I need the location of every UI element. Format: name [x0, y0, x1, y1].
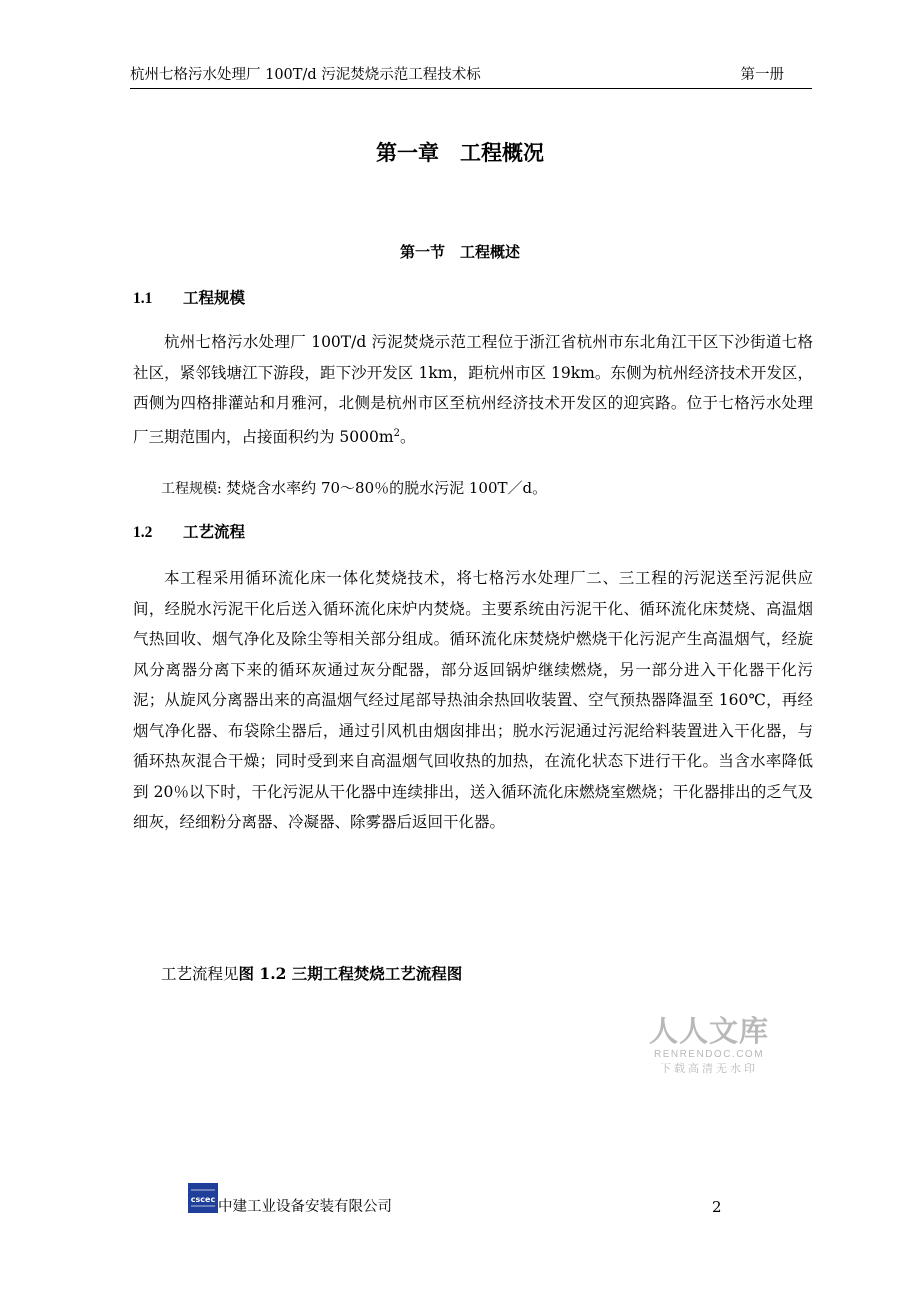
- watermark: [648, 1013, 770, 1077]
- subsection-title: 工艺流程: [183, 523, 246, 541]
- page-number: 2: [712, 1198, 722, 1216]
- scale-label: 工程规模:: [161, 481, 227, 497]
- chapter-title: 第一章 工程概况: [376, 141, 544, 165]
- subsection-number: 1.1: [133, 290, 153, 307]
- watermark-tagline: 下载高清无水印: [660, 1062, 758, 1075]
- subsection-heading-1-1: [133, 286, 245, 311]
- header-volume: 第一册: [740, 67, 784, 83]
- company-logo-text: cscec: [190, 1195, 216, 1204]
- scale-paragraph-text: 杭州七格污水处理厂 100T/d 污泥焚烧示范工程位于浙江省杭州市东北角江干区下沙街道七格社区，紧邻钱塘江下游段，距下沙开发区 1km，距杭州市区 19km。东侧为杭州经济技术开发区，西侧为四格排灌站和月雅河，北侧是杭州市区至杭州经济技术开发区的迎宾路。位于七格污水处理厂三期范围内，占接面积约为 5000m: [133, 333, 813, 446]
- header-title: 杭州七格污水处理厂 100T/d 污泥焚烧示范工程技术标: [130, 67, 481, 83]
- scale-value: 焚烧含水率约 70～80％的脱水污泥 100T／d。: [226, 479, 548, 497]
- company-logo-icon: [188, 1183, 218, 1213]
- figure-reference-title: 图 1.2 三期工程焚烧工艺流程图: [238, 964, 463, 983]
- figure-reference-prefix: 工艺流程见: [161, 965, 239, 983]
- process-paragraph: 本工程采用循环流化床一体化焚烧技术，将七格污水处理厂二、三工程的污泥送至污泥供应间，经脱水污泥干化后送入循环流化床炉内焚烧。主要系统由污泥干化、循环流化床焚烧、高温烟气热回收、烟气净化及除尘等相关部分组成。循环流化床焚烧炉燃烧干化污泥产生高温烟气，经旋风分离器分离下来的循环灰通过灰分配器，部分返回锅炉继续燃烧，另一部分进入干化器干化污泥；从旋风分离器出来的高温烟气经过尾部导热油余热回收装置、空气预热器降温至 160℃，再经烟气净化器、布袋除尘器后，通过引风机由烟囱排出；脱水污泥通过污泥给料装置进入干化器，与循环热灰混合干燥；同时受到来自高温烟气回收热的加热，在流化状态下进行干化。当含水率降低到 20％以下时，干化污泥从干化器中连续排出，送入循环流化床燃烧室燃烧；干化器排出的乏气及细灰，经细粉分离器、冷凝器、除雾器后返回干化器。: [133, 569, 813, 831]
- area-superscript: 2: [393, 427, 400, 439]
- scale-paragraph: [133, 327, 813, 452]
- figure-reference: [161, 961, 462, 987]
- page-header: [130, 64, 812, 89]
- footer-company: 中建工业设备安装有限公司: [218, 1199, 392, 1215]
- subsection-number: 1.2: [133, 524, 153, 541]
- subsection-heading-1-2: [133, 520, 245, 545]
- subsection-title: 工程规模: [183, 289, 246, 307]
- scale-paragraph-end: 。: [399, 427, 416, 446]
- watermark-url: RENRENDOC.COM: [653, 1049, 765, 1060]
- scale-statement: [161, 476, 547, 501]
- section-title: 第一节 工程概述: [399, 243, 520, 261]
- watermark-brand: 人人文库: [648, 1014, 769, 1048]
